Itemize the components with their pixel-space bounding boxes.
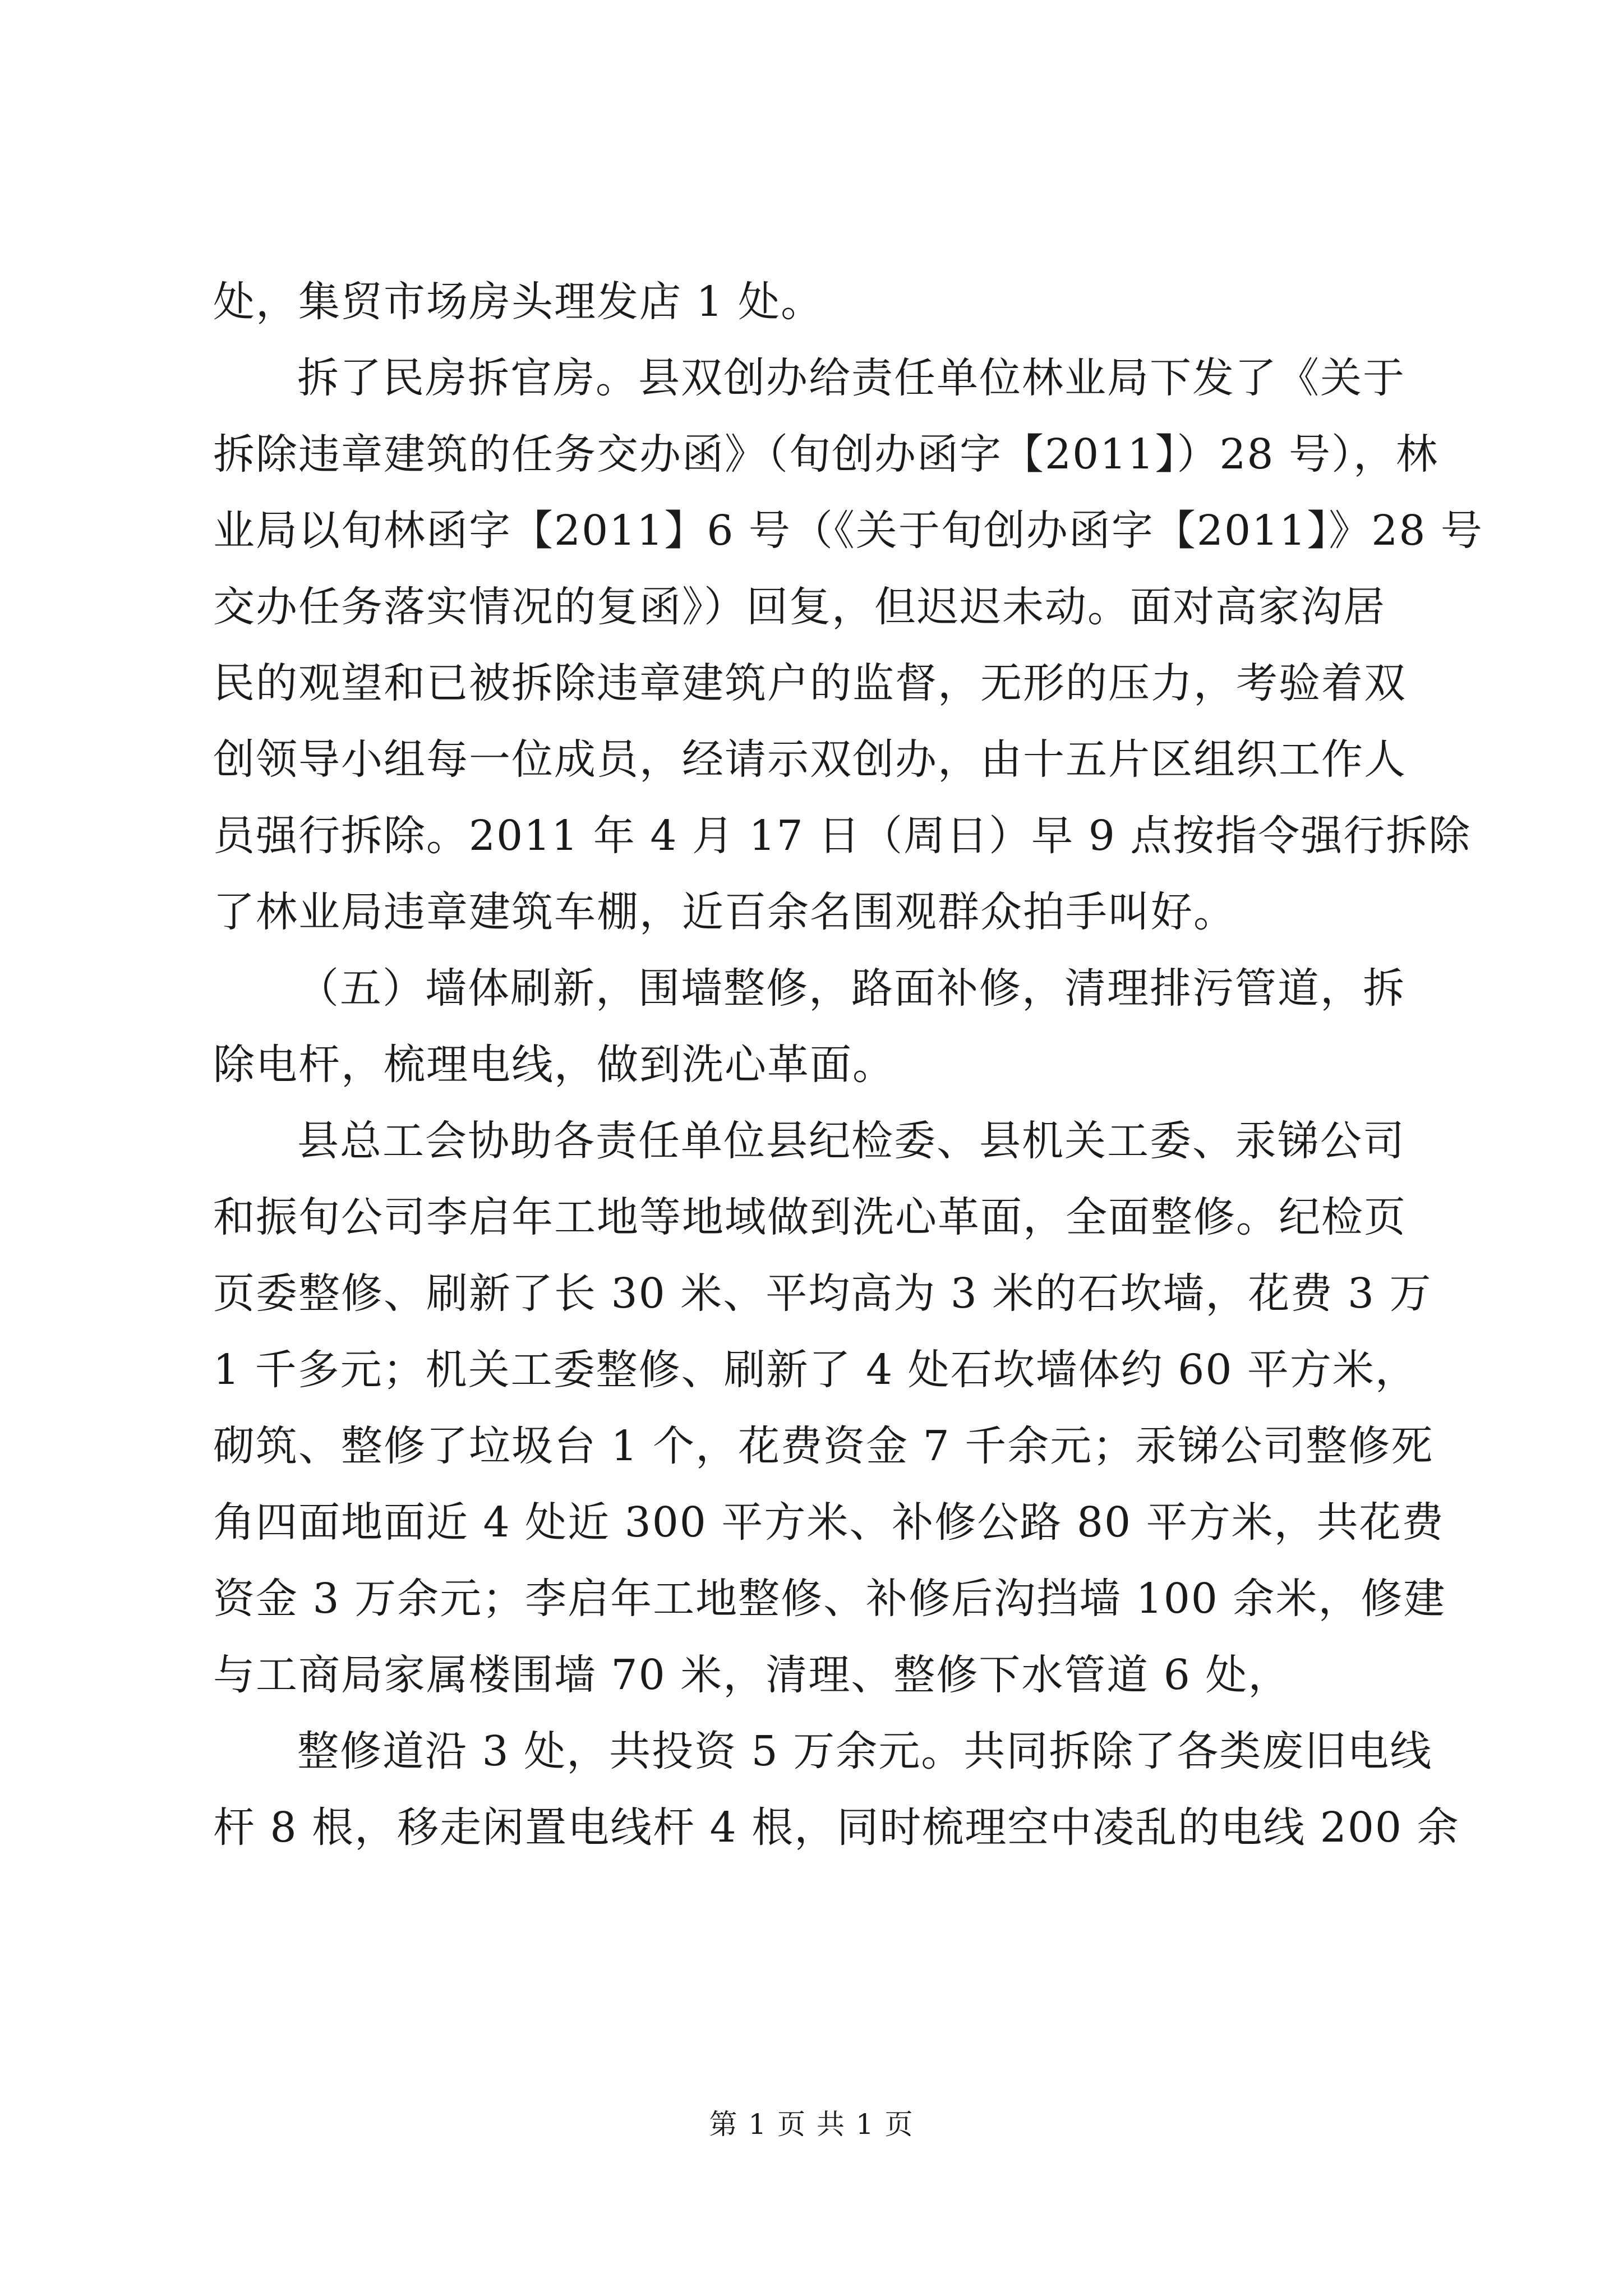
text-line: （五）墙体刷新，围墙整修，路面补修，清理排污管道，拆 bbox=[297, 964, 1405, 1013]
text-line: 了林业局违章建筑车棚，近百余名围观群众拍手叫好。 bbox=[213, 888, 1236, 936]
text-line: 处，集贸市场房头理发店 1 处。 bbox=[213, 278, 824, 326]
text-line: 1 千多元；机关工委整修、刷新了 4 处石坎墙体约 60 平方米， bbox=[213, 1346, 1418, 1394]
text-line: 页委整修、刷新了长 30 米、平均高为 3 米的石坎墙，花费 3 万 bbox=[213, 1269, 1432, 1318]
text-line: 拆除违章建筑的任务交办函》（旬创办函字【2011】）28 号），林 bbox=[213, 430, 1439, 478]
text-line: 角四面地面近 4 处近 300 平方米、补修公路 80 平方米，共花费 bbox=[213, 1498, 1445, 1547]
text-line: 民的观望和已被拆除违章建筑户的监督，无形的压力，考验着双 bbox=[213, 659, 1407, 707]
text-line: 资金 3 万余元；李启年工地整修、补修后沟挡墙 100 余米，修建 bbox=[213, 1575, 1446, 1623]
text-line: 创领导小组每一位成员，经请示双创办，由十五片区组织工作人 bbox=[213, 735, 1407, 784]
text-line: 与工商局家属楼围墙 70 米，清理、整修下水管道 6 处， bbox=[213, 1651, 1291, 1699]
text-line: 交办任务落实情况的复函》）回复，但迟迟未动。面对高家沟居 bbox=[213, 583, 1386, 631]
text-line: 整修道沿 3 处，共投资 5 万余元。共同拆除了各类废旧电线 bbox=[297, 1727, 1433, 1775]
text-line: 和振旬公司李启年工地等地域做到洗心革面，全面整修。纪检页 bbox=[213, 1193, 1407, 1241]
text-line: 杆 8 根，移走闲置电线杆 4 根，同时梳理空中凌乱的电线 200 余 bbox=[213, 1803, 1460, 1852]
text-line: 拆了民房拆官房。县双创办给责任单位林业局下发了《关于 bbox=[297, 354, 1405, 402]
text-line: 业局以旬林函字【2011】6 号（《关于旬创办函字【2011】》28 号 bbox=[213, 507, 1483, 555]
document-body bbox=[213, 264, 1483, 1866]
text-line: 除电杆，梳理电线，做到洗心革面。 bbox=[213, 1041, 895, 1089]
text-line: 砌筑、整修了垃圾台 1 个，花费资金 7 千余元；汞锑公司整修死 bbox=[213, 1422, 1434, 1470]
page-number-footer: 第 1 页 共 1 页 bbox=[709, 2108, 914, 2141]
text-line: 县总工会协助各责任单位县纪检委、县机关工委、汞锑公司 bbox=[297, 1117, 1405, 1165]
text-line: 员强行拆除。2011 年 4 月 17 日（周日）早 9 点按指令强行拆除 bbox=[213, 812, 1472, 860]
